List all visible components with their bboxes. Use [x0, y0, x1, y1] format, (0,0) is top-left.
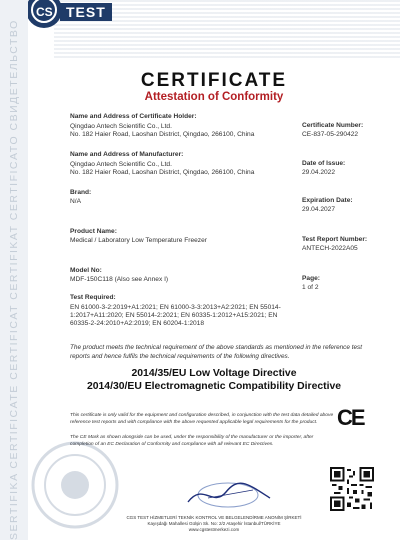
certificate-subtitle: Attestation of Conformity: [144, 91, 284, 103]
test-required-label: Test Required:: [70, 294, 116, 301]
page-value: 1 of 2: [302, 284, 319, 291]
product-name-label: Product Name:: [70, 228, 117, 235]
product-name-value: Medical / Laboratory Low Temperature Freezer: [70, 237, 207, 244]
logo-text: TEST: [60, 3, 112, 21]
directive-lvd: 2014/35/EU Low Voltage Directive: [131, 368, 297, 379]
footer-address: Kayışdağı Mahallesi Gülşin Sk. No: 2/2 Ataşehir İstanbul/TÜRKİYE: [147, 521, 281, 526]
certificate-number-value: CE-837-05-290422: [302, 131, 359, 138]
test-report-number-label: Test Report Number:: [302, 236, 368, 243]
ce-mark-icon: CE: [337, 405, 364, 430]
model-no-label: Model No:: [70, 267, 102, 274]
conformity-statement: The product meets the technical requirement of the above standards as mentioned in the reference test reports and hence fulfils the technical requirements of the following directives.: [70, 344, 363, 360]
model-no-value: MDF-150C118 (Also see Annex I): [70, 276, 169, 283]
test-required-line-2: 1:2017+A11:2020; EN 55014-2:2021; EN 60335-1:2012+A15:2021; EN: [70, 312, 278, 319]
certificate-number-label: Certificate Number:: [302, 122, 364, 129]
manufacturer-label: Name and Address of Manufacturer:: [70, 151, 184, 158]
holder-label: Name and Address of Certificate Holder:: [70, 113, 197, 120]
date-of-issue-value: 29.04.2022: [302, 169, 336, 176]
fine-print-validity: This certificate is only valid for the equipment and configuration described, in conjunction with the test data detailed above reference test reports and with compliance with the above requested applicable legal requirements for the product.: [70, 413, 334, 425]
test-required-line-1: EN 61000-3-2:2019+A1:2021; EN 61000-3-3:2013+A2:2021; EN 55014-: [70, 304, 281, 311]
page-label: Page:: [302, 275, 320, 282]
test-required-line-3: 60335-2-24:2010+A2:2019; EN 60204-1:2018: [70, 320, 204, 327]
holder-line-2: No. 182 Haier Road, Laoshan District, Qingdao, 266100, China: [70, 131, 255, 138]
test-report-number-value: ANTECH-2022A05: [302, 245, 358, 252]
brand-value: N/A: [70, 198, 81, 205]
footer-company: CGS TEST HİZMETLERİ TEKNİK KONTROL VE BELGELENDİRME ANONİM ŞİRKETİ: [126, 515, 302, 520]
expiration-date-value: 29.04.2027: [302, 206, 336, 213]
fine-print-ce-mark: The CE Mark as shown alongside can be used, under the responsibility of the manufacturer or the importer, after completion of an EC Declaration of Conformity and compliance with all relevant EC Directives.: [70, 435, 314, 447]
manufacturer-line-2: No. 182 Haier Road, Laoshan District, Qingdao, 266100, China: [70, 169, 255, 176]
directive-emc: 2014/30/EU Electromagnetic Compatibility Directive: [86, 381, 342, 392]
signature-stamp-icon: [178, 480, 278, 510]
expiration-date-label: Expiration Date:: [302, 197, 353, 204]
footer-website-link[interactable]: www.cgstestmerkezi.com: [188, 527, 240, 532]
svg-text:CS: CS: [36, 5, 53, 19]
brand-label: Brand:: [70, 189, 92, 196]
qr-code-icon[interactable]: [330, 467, 374, 511]
side-band-text: SERTIFIKA CERTIFICATE CERTIFICAT CERTIFIKAT CERTIFICATO СВИДЕТЕЛЬСТВО: [8, 19, 20, 540]
holder-line-1: Qingdao Antech Scientific Co., Ltd.: [70, 123, 172, 130]
manufacturer-line-1: Qingdao Antech Scientific Co., Ltd.: [70, 161, 172, 168]
date-of-issue-label: Date of Issue:: [302, 160, 346, 167]
certificate-title: CERTIFICATE: [140, 70, 288, 91]
